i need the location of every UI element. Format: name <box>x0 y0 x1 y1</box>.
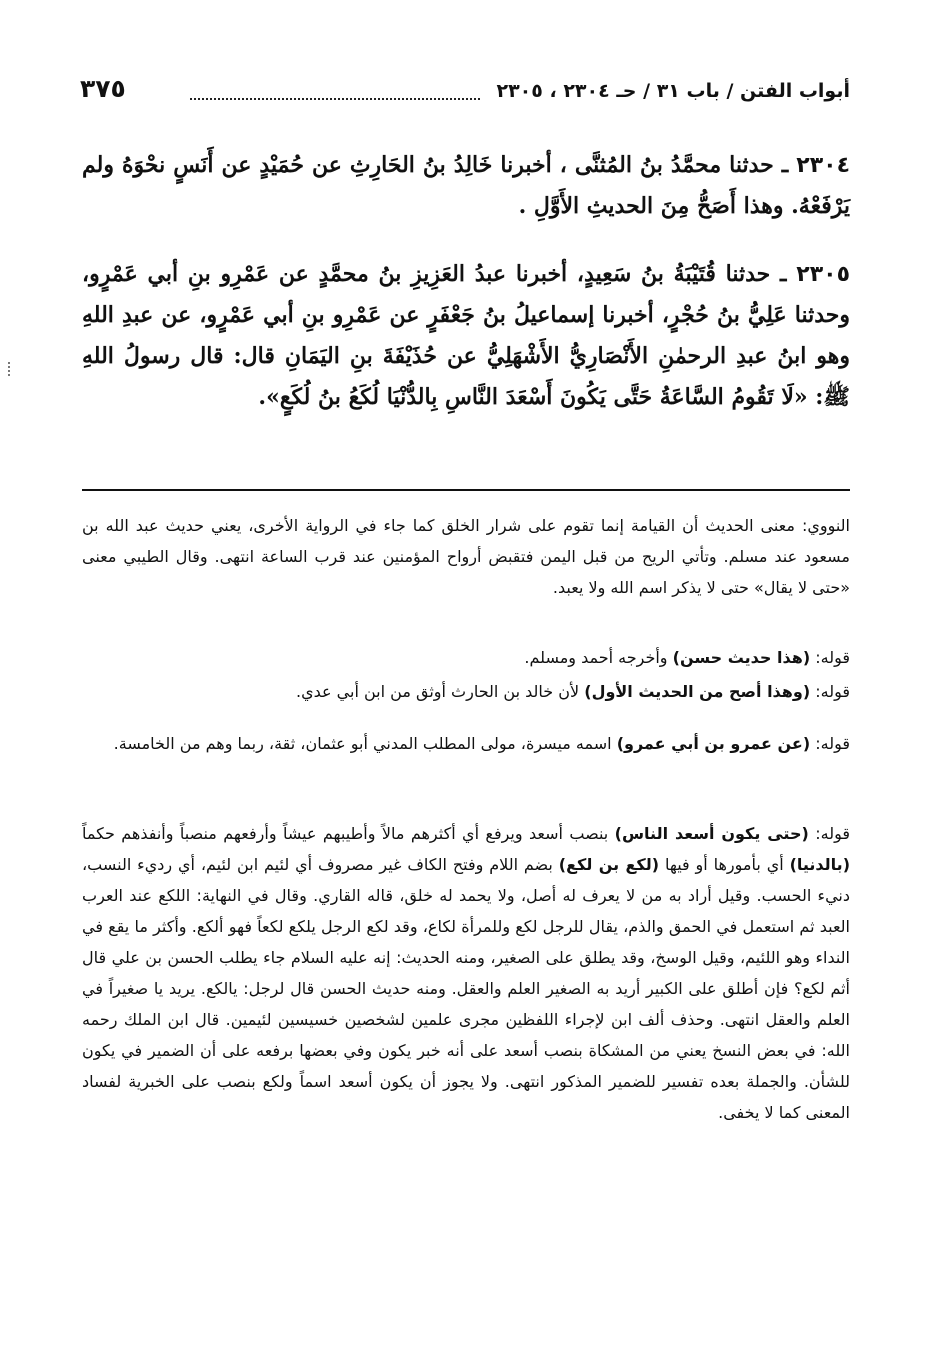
commentary-lead: قوله: <box>815 682 850 701</box>
page-number: ٣٧٥ <box>80 74 126 103</box>
commentary-text: بضم اللام وفتح الكاف غير مصروف أي لئيم ابن لئيم، أي رديء النسب، دنيء الحسب. وقيل أراد به من لا يعرف له أصل، ولا يحمد له خلق، قاله القاري. وقال في النهاية: اللكع عند العرب العبد ثم استعمل في الحمق والذم، يقال للرجل لكع وللمرأة لكاع، وقد لكع الرجل يلكع لكعاً فهو ألكع. وأكثر ما يقع في النداء وهو اللئيم، وقيل الوسخ، وقد يطلق على الصغير، ومنه الحديث: إنه عليه السلام جاء يطلب الحسن بن علي قال أثم لكع؟ فإن أطلق على الكبير أريد به الصغير العلم والعقل. ومنه حديث الحسن قال لرجل: يالكع. يريد يا صغيراً في العلم والعقل انتهى. وحذف ألف ابن لإجراء اللفظين مجرى علمين لشخصين خسيسين لئيمين. قال ابن الملك رحمه الله: في بعض النسخ يعني من المشكاة بنصب أسعد على أنه خبر يكون وفي بعضها برفعه على أن الضمير في يكون للشأن. والجملة بعده تفسير للضمير المذكور انتهى. ولا يجوز أن يكون أسعد اسماً ولكع بنصب على الخبرية لفساد المعنى كما لا يخفى. <box>82 855 850 1122</box>
commentary-nawawi: النووي: معنى الحديث أن القيامة إنما تقوم على شرار الخلق كما جاء في الرواية الأخرى، يعني حديث عبد الله بن مسعود عند مسلم. وتأتي الريح من قبل اليمن فتقبض أرواح المؤمنين عند قرب الساعة انتهى. وقال الطيبي معنى «حتى لا يقال» حتى لا يذكر اسم الله ولا يعبد. <box>82 516 850 597</box>
scan-edge-mark <box>8 362 13 376</box>
hadith-2305 <box>82 254 850 418</box>
running-title: أبواب الفتن / باب ٣١ / حـ ٢٣٠٤ ، ٢٣٠٥ <box>496 80 850 102</box>
dotted-leader <box>190 98 480 100</box>
commentary-text: بنصب أسعد ويرفع أي أكثرهم مالاً وأطيبهم عيشاً وأرفعهم منصباً وأنفذهم حكماً <box>82 824 609 843</box>
commentary-quote: (لكع بن لكع) <box>558 855 660 874</box>
commentary-lead: قوله: <box>815 648 850 667</box>
page-header <box>80 74 850 114</box>
commentary-text: أي بأمورها أو فيها <box>664 855 784 874</box>
hadith-text: ـ حدثنا قُتَيْبَةُ بنُ سَعِيدٍ، أخبرنا عبدُ العَزِيزِ بنُ محمَّدٍ عن عَمْرِو بنِ أبي عَمْرٍو، وحدثنا عَلِيُّ بنُ حُجْرٍ، أخبرنا إسماعيلُ بنُ جَعْفَرٍ عن عَمْرِو بنِ أبي عَمْرٍو، عن عبدِ اللهِ وهو ابنُ عبدِ الرحمٰنِ الأَنْصَارِيُّ الأَشْهَلِيُّ عن حُذَيْفَةَ بنِ اليَمَانِ قال: قال رسولُ اللهِ ﷺ: «لَا تَقُومُ السَّاعَةُ حَتَّى يَكُونَ أَسْعَدَ النَّاسِ بِالدُّنْيَا لُكَعُ بنُ لُكَعٍ». <box>82 261 850 410</box>
commentary-text: اسمه ميسرة، مولى المطلب المدني أبو عثمان، ثقة، ربما وهم من الخامسة. <box>113 734 612 753</box>
commentary-luka <box>82 818 850 1128</box>
commentary-lead: قوله: <box>815 734 850 753</box>
hadith-2304 <box>82 145 850 227</box>
commentary-quote: (بالدنيا) <box>789 855 850 874</box>
commentary-text: وأخرجه أحمد ومسلم. <box>524 648 668 667</box>
commentary-quote: (وهذا أصح من الحديث الأول) <box>584 682 811 701</box>
commentary-amr <box>82 728 850 759</box>
hadith-number: ٢٣٠٥ <box>796 262 850 287</box>
commentary-quote: (عن عمرو بن أبي عمرو) <box>616 734 811 753</box>
commentary-lead: قوله: <box>815 824 850 843</box>
hadith-number: ٢٣٠٤ <box>796 153 850 178</box>
commentary-quote: (حتى يكون أسعد الناس) <box>614 824 809 843</box>
commentary-quote: (هذا حديث حسن) <box>672 648 811 667</box>
commentary-hasan <box>82 642 850 673</box>
hadith-text: ـ حدثنا محمَّدُ بنُ المُثنَّى ، أخبرنا خَالِدُ بنُ الحَارِثِ عن حُمَيْدٍ عن أَنَسٍ نحْوَهُ ولم يَرْفَعْهُ. وهذا أَصَحُّ مِنَ الحديثِ الأَوَّلِ . <box>82 152 850 219</box>
commentary-asahh <box>82 676 850 707</box>
footnote-divider <box>82 489 850 491</box>
commentary-text: لأن خالد بن الحارث أوثق من ابن أبي عدي. <box>296 682 580 701</box>
